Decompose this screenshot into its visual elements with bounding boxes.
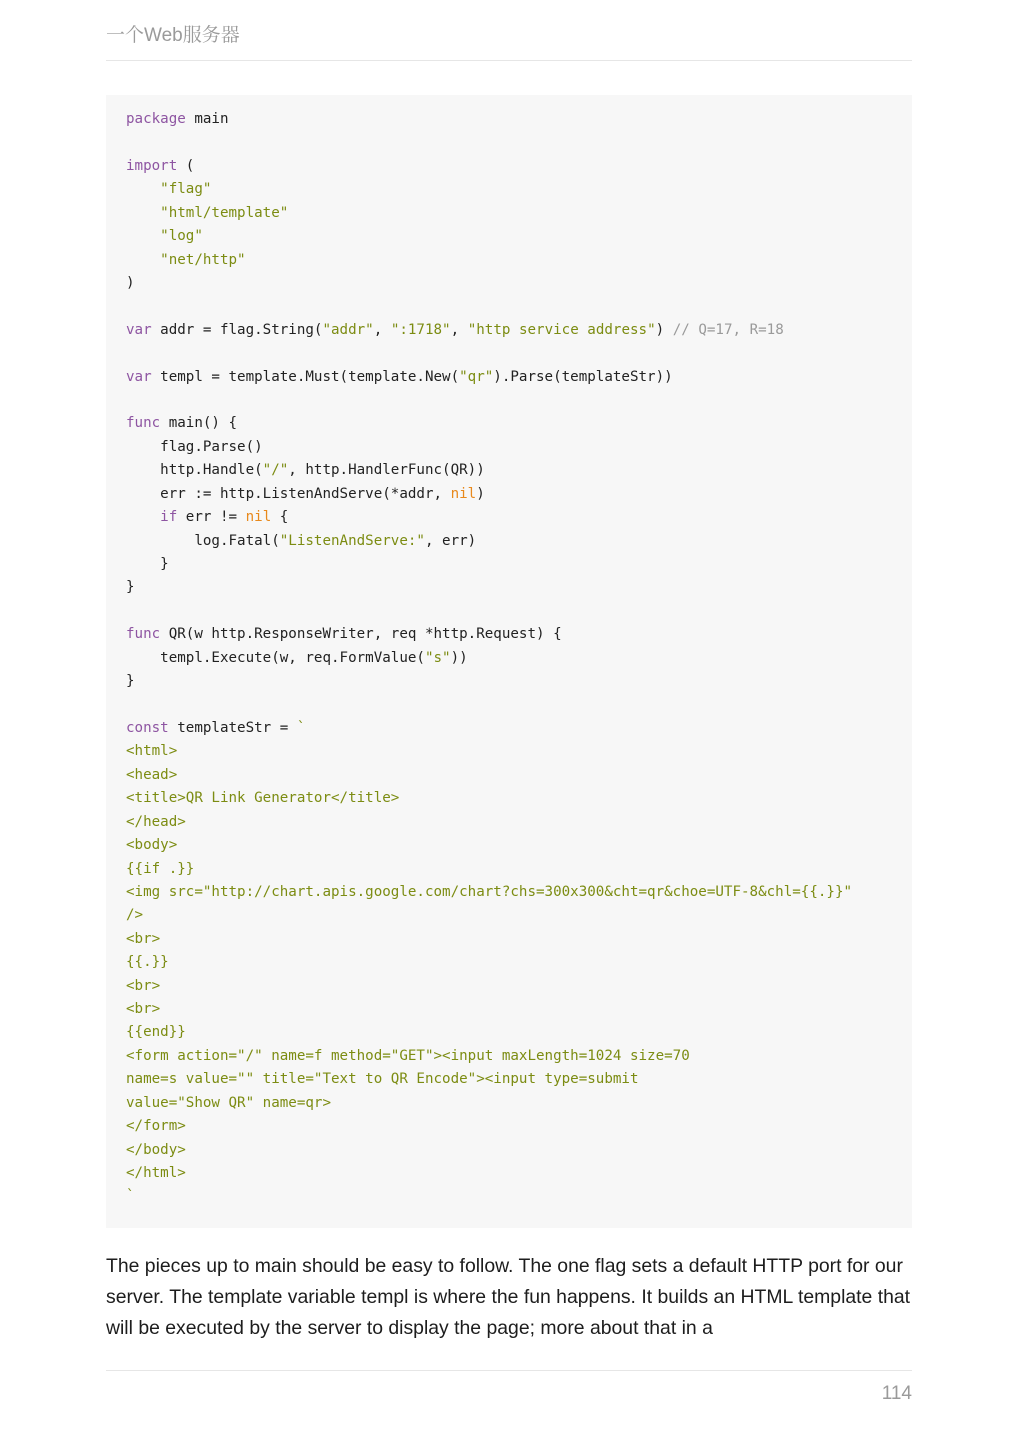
code-token: , http.HandlerFunc(QR)) — [288, 462, 485, 479]
page-number: 114 — [881, 1383, 912, 1404]
code-line — [126, 202, 912, 225]
code-line — [126, 1021, 912, 1044]
code-line — [126, 553, 912, 576]
code-token: nil — [450, 485, 477, 502]
code-token: name=s value="" title="Text to QR Encode"><input type=submit — [126, 1071, 639, 1088]
code-token: var — [126, 368, 152, 385]
code-token: "net/http" — [160, 251, 246, 268]
code-token: ).Parse(templateStr)) — [493, 368, 673, 385]
code-token: err != — [177, 509, 246, 526]
code-token: ) — [476, 485, 485, 502]
code-token: "ListenAndServe:" — [279, 532, 425, 549]
code-token: import — [126, 157, 178, 174]
code-token: <br> — [126, 977, 161, 994]
code-line — [126, 881, 912, 904]
code-line — [126, 249, 912, 272]
code-line — [126, 483, 912, 506]
code-line — [126, 1045, 912, 1068]
code-line — [126, 834, 912, 857]
page-footer — [106, 1370, 912, 1404]
code-token: "s" — [424, 649, 451, 666]
code-line — [126, 342, 912, 365]
code-token — [126, 205, 160, 221]
code-token: <html> — [126, 743, 178, 760]
code-token: , err) — [424, 532, 477, 549]
code-line — [126, 740, 912, 763]
code-line — [126, 225, 912, 248]
code-token: main — [185, 111, 229, 127]
code-token: package — [126, 111, 186, 127]
code-token: {{end}} — [126, 1024, 186, 1041]
code-token: )) — [450, 649, 468, 666]
code-token: { — [271, 509, 289, 526]
code-token: func — [126, 415, 161, 432]
code-token: , — [373, 321, 391, 338]
code-line — [126, 412, 912, 435]
code-token: func — [126, 626, 161, 643]
code-token: templ = template.Must(template.New( — [151, 368, 460, 385]
code-token — [126, 509, 160, 525]
code-token: <br> — [126, 930, 161, 947]
code-token: var — [126, 321, 152, 338]
code-token: ` — [126, 1188, 135, 1205]
code-line — [126, 670, 912, 693]
code-token: log.Fatal( — [126, 532, 280, 549]
code-token: ( — [177, 157, 195, 174]
code-line — [126, 389, 912, 412]
code-token: </html> — [126, 1164, 186, 1181]
code-token: main() { — [160, 415, 238, 432]
code-line — [126, 366, 912, 389]
code-token: </head> — [126, 813, 186, 830]
code-token: } — [126, 579, 135, 596]
code-line — [126, 436, 912, 459]
code-token: ) — [126, 274, 135, 291]
code-token: nil — [245, 509, 272, 526]
code-token: flag.Parse() — [126, 438, 263, 455]
code-line — [126, 787, 912, 810]
code-token: } — [126, 673, 135, 690]
code-token: {{if .}} — [126, 860, 195, 877]
code-line — [126, 600, 912, 623]
code-line — [126, 319, 912, 342]
code-line — [126, 858, 912, 881]
code-line — [126, 928, 912, 951]
code-line — [126, 1068, 912, 1091]
code-line — [126, 975, 912, 998]
code-token: <head> — [126, 766, 178, 783]
code-token: // Q=17, R=18 — [672, 321, 784, 338]
code-token: QR(w http.ResponseWriter, req *http.Request) { — [160, 626, 562, 643]
code-line — [126, 506, 912, 529]
code-line — [126, 764, 912, 787]
code-token: ` — [296, 719, 306, 736]
code-token: http.Handle( — [126, 462, 263, 479]
code-line — [126, 1139, 912, 1162]
code-line — [126, 108, 912, 131]
code-token: <body> — [126, 837, 178, 854]
code-token — [126, 252, 160, 268]
code-line — [126, 155, 912, 178]
code-token: <title>QR Link Generator</title> — [126, 790, 400, 807]
code-line — [126, 178, 912, 201]
code-line — [126, 904, 912, 927]
code-token: "flag" — [160, 181, 212, 198]
code-token: {{.}} — [126, 954, 169, 971]
code-line — [126, 131, 912, 154]
code-token: templateStr = — [168, 719, 297, 736]
code-line — [126, 1115, 912, 1138]
code-token — [126, 228, 160, 244]
code-line — [126, 1092, 912, 1115]
code-token: <img src="http://chart.apis.google.com/chart?chs=300x300&cht=qr&choe=UTF-8&chl={{.}}" — [126, 883, 853, 900]
code-line — [126, 998, 912, 1021]
code-line — [126, 647, 912, 670]
header-title: 一个Web服务器 — [106, 25, 240, 46]
code-line — [126, 459, 912, 482]
code-token: "addr" — [322, 321, 374, 338]
code-token: addr = flag.String( — [151, 321, 323, 338]
code-line — [126, 1185, 912, 1208]
code-line — [126, 530, 912, 553]
code-line — [126, 951, 912, 974]
code-token: } — [126, 556, 169, 573]
code-token: if — [160, 509, 178, 526]
code-token: err := http.ListenAndServe(*addr, — [126, 485, 451, 502]
code-block — [106, 95, 912, 1228]
code-line — [126, 811, 912, 834]
code-token: /> — [126, 907, 144, 924]
code-token: ":1718" — [390, 321, 451, 338]
code-line — [126, 694, 912, 717]
code-line — [126, 623, 912, 646]
code-token: const — [126, 719, 169, 736]
code-token: , — [450, 321, 468, 338]
code-line — [126, 717, 912, 740]
code-token: "qr" — [459, 368, 494, 385]
code-token: "html/template" — [160, 204, 289, 221]
code-token: </form> — [126, 1118, 186, 1135]
code-line — [126, 272, 912, 295]
page-header — [106, 22, 912, 61]
body-paragraph: The pieces up to main should be easy to follow. The one flag sets a default HTTP port for our server. The template variable templ is where the fun happens. It builds an HTML template that will be executed by the server to display the page; more about that in a — [106, 1255, 911, 1339]
code-token: templ.Execute(w, req.FormValue( — [126, 649, 425, 666]
code-token: "log" — [160, 228, 203, 245]
code-token — [126, 181, 160, 197]
code-token: ) — [655, 321, 673, 338]
code-token: <form action="/" name=f method="GET"><input maxLength=1024 size=70 — [126, 1047, 690, 1064]
code-token: <br> — [126, 1001, 161, 1018]
code-token: "/" — [262, 462, 289, 479]
code-line — [126, 576, 912, 599]
code-token: </body> — [126, 1141, 186, 1158]
code-token: value="Show QR" name=qr> — [126, 1094, 331, 1111]
code-line — [126, 1162, 912, 1185]
code-line — [126, 295, 912, 318]
code-token: "http service address" — [467, 321, 656, 338]
